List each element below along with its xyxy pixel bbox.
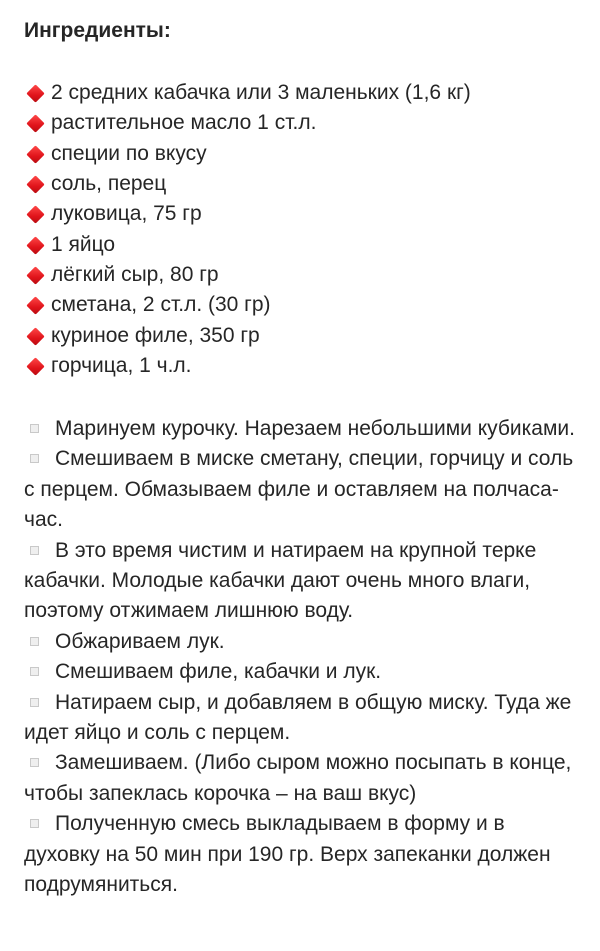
- small-square-icon: [30, 667, 39, 676]
- step-item: [24, 809, 584, 900]
- ingredient-text: специи по вкусу: [51, 141, 207, 165]
- step-item: [24, 748, 584, 809]
- step-text: Полученную смесь выкладываем в форму и в духовку на 50 мин при 190 гр. Верх запеканки должен подрумяниться.: [24, 812, 551, 897]
- step-text: Маринуем курочку. Нарезаем небольшими кубиками.: [55, 417, 575, 440]
- red-diamond-icon: [27, 358, 43, 374]
- red-diamond-icon: [27, 146, 43, 162]
- step-item: [24, 688, 584, 749]
- ingredient-item: [22, 351, 590, 381]
- ingredient-text: куриное филе, 350 гр: [51, 323, 260, 347]
- ingredient-text: 2 средних кабачка или 3 маленьких (1,6 кг): [51, 81, 471, 105]
- small-square-icon: [30, 637, 39, 646]
- red-diamond-icon: [27, 206, 43, 222]
- small-square-icon: [30, 546, 39, 555]
- red-diamond-icon: [27, 297, 43, 313]
- steps-list: [24, 414, 584, 901]
- step-text: Натираем сыр, и добавляем в общую миску. Туда же идет яйцо и соль с перцем.: [24, 690, 572, 745]
- small-square-icon: [30, 424, 39, 433]
- small-square-icon: [30, 454, 39, 463]
- step-item: [24, 414, 584, 444]
- step-text: Обжариваем лук.: [55, 629, 225, 653]
- step-text: Смешиваем в миске сметану, специи, горчицу и соль с перцем. Обмазываем филе и оставляем на полчаса-час.: [24, 447, 574, 532]
- ingredient-text: лёгкий сыр, 80 гр: [51, 262, 219, 286]
- ingredient-item: [22, 320, 590, 350]
- ingredient-item: [22, 260, 590, 290]
- red-diamond-icon: [27, 267, 43, 283]
- ingredient-text: сметана, 2 ст.л. (30 гр): [51, 293, 271, 317]
- ingredient-text: растительное масло 1 ст.л.: [51, 111, 317, 135]
- red-diamond-icon: [27, 85, 43, 101]
- red-diamond-icon: [27, 328, 43, 344]
- red-diamond-icon: [27, 176, 43, 192]
- small-square-icon: [30, 758, 39, 767]
- step-text: Смешиваем филе, кабачки и лук.: [55, 660, 382, 684]
- small-square-icon: [30, 698, 39, 707]
- ingredient-item: [22, 169, 590, 199]
- ingredient-item: [22, 139, 590, 169]
- ingredient-text: соль, перец: [51, 172, 167, 196]
- ingredient-item: [22, 78, 590, 108]
- ingredient-text: горчица, 1 ч.л.: [51, 353, 192, 377]
- step-text: В это время чистим и натираем на крупной терке кабачки. Молодые кабачки дают очень много влаги, поэтому отжимаем лишнюю воду.: [24, 538, 537, 623]
- red-diamond-icon: [27, 115, 43, 131]
- ingredient-text: луковица, 75 гр: [51, 202, 202, 226]
- red-diamond-icon: [27, 237, 43, 253]
- step-item: [24, 444, 584, 535]
- ingredients-list: [22, 78, 590, 381]
- ingredient-item: [22, 229, 590, 259]
- ingredient-item: [22, 199, 590, 229]
- ingredient-text: 1 яйцо: [51, 232, 116, 256]
- ingredient-item: [22, 108, 590, 138]
- step-text: Замешиваем. (Либо сыром можно посыпать в конце, чтобы запеклась корочка – на ваш вкус): [24, 751, 572, 805]
- step-item: [24, 657, 584, 687]
- ingredients-heading: Ингредиенты:: [24, 19, 171, 42]
- step-item: [24, 627, 584, 657]
- small-square-icon: [30, 819, 39, 828]
- step-item: [24, 536, 584, 627]
- ingredient-item: [22, 290, 590, 320]
